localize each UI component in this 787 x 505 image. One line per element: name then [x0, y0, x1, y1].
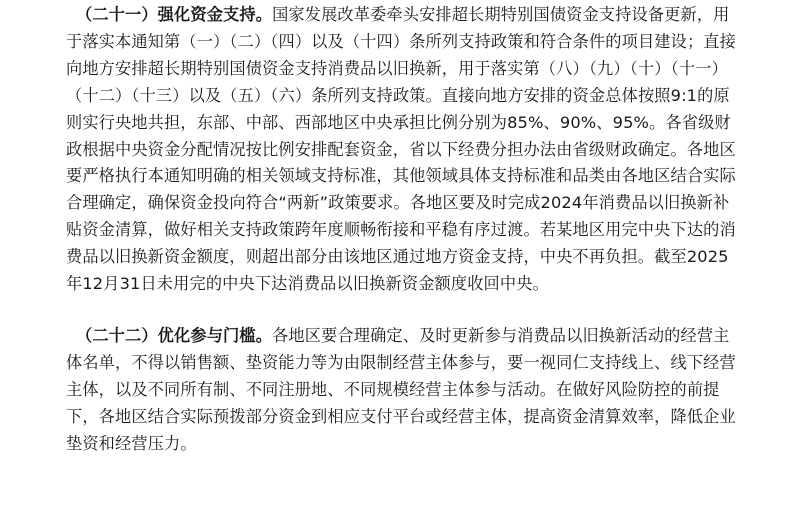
paragraph-21-body: 国家发展改革委牵头安排超长期特别国债资金支持设备更新，用于落实本通知第（一）（二）（四）以及（十四）条所列支持政策和符合条件的项目建设；直接向地方安排超长期特别国债资金支持消费品以旧换新，用于落实第（八）（九）（十）（十一）（十二）（十三）以及（五）（六）条所列支持政策。直接向地方安排的资金总体按照9:1的原则实行央地共担，东部、中部、西部地区中央承担比例分别为85%、90%、95%。各省级财政根据中央资金分配情况按比例安排配套资金，省以下经费分担办法由省级财政确定。各地区要严格执行本通知明确的相关领域支持标准，其他领域具体支持标准和品类由各地区结合实际合理确定，确保资金投向符合“两新”政策要求。各地区要及时完成2024年消费品以旧换新补贴资金清算，做好相关支持政策跨年度顺畅衔接和平稳有序过渡。若某地区用完中央下达的消费品以旧换新资金额度，则超出部分由该地区通过地方资金支持，中央不再负担。截至2025年12月31日未用完的中央下达消费品以旧换新资金额度收回中央。	[66, 5, 736, 294]
paragraph-21-heading: （二十一）强化资金支持。	[76, 5, 273, 24]
paragraph-21	[66, 2, 743, 298]
paragraph-22	[66, 323, 743, 458]
paragraph-22-heading: （二十二）优化参与门槛。	[76, 325, 273, 345]
paragraph-22-body: 各地区要合理确定、及时更新参与消费品以旧换新活动的经营主体名单，不得以销售额、垫资能力等为由限制经营主体参与，要一视同仁支持线上、线下经营主体，以及不同所有制、不同注册地、不同规模经营主体参与活动。在做好风险防控的前提下，各地区结合实际预拨部分资金到相应支付平台或经营主体，提高资金清算效率，降低企业垫资和经营压力。	[66, 325, 736, 453]
